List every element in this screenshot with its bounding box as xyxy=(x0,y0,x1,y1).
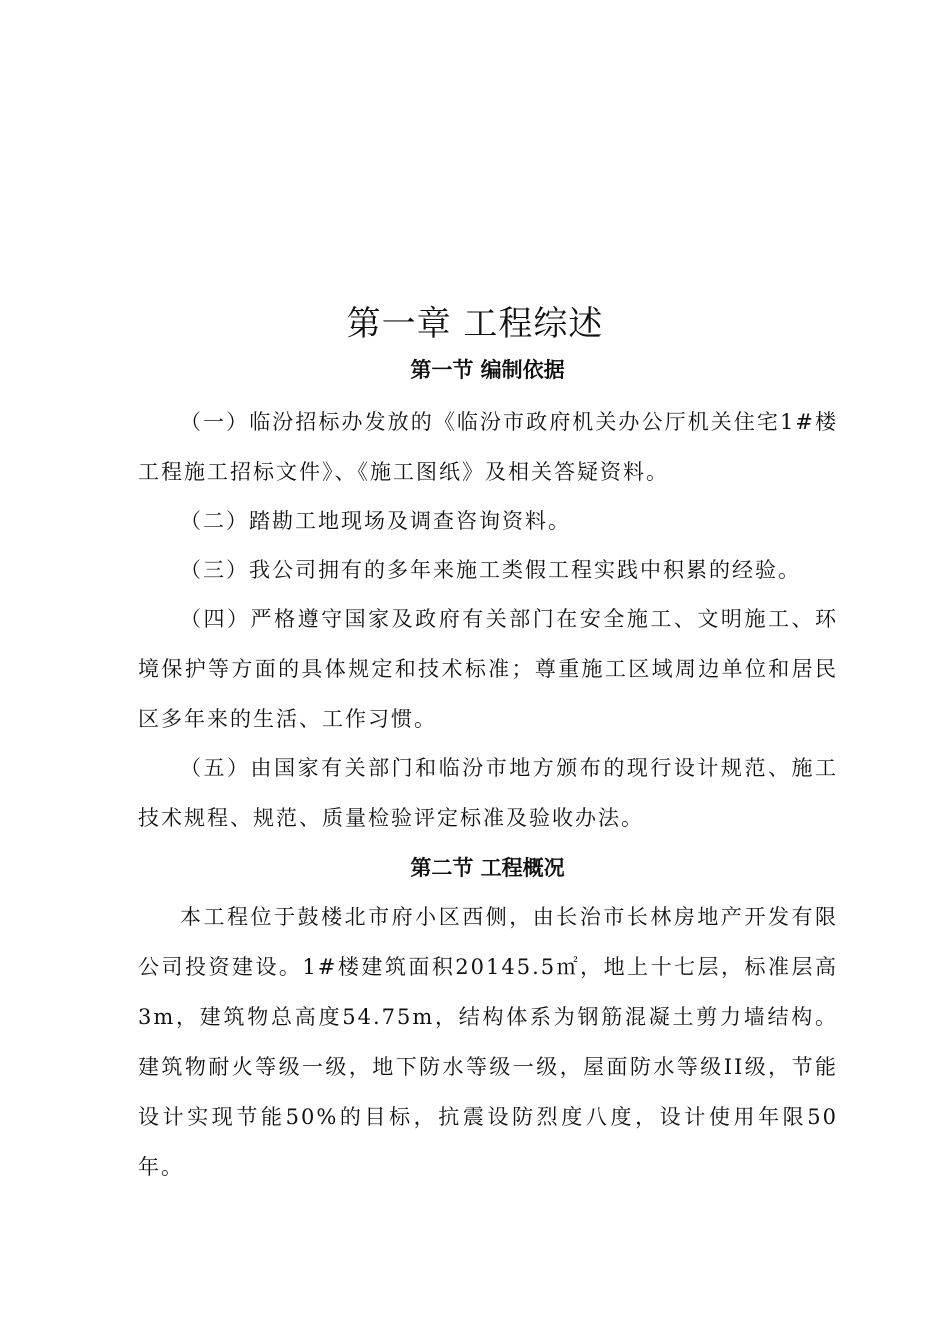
paragraph-overview: 本工程位于鼓楼北市府小区西侧，由长治市长林房地产开发有限公司投资建设。1#楼建筑面积20145.5㎡，地上十七层，标准层高3m，建筑物总高度54.75m，结构体系为钢筋混凝土剪力墙结构。建筑物耐火等级一级，地下防水等级一级，屋面防水等级II级，节能设计实现节能50%的目标，抗震设防烈度八度，设计使用年限50年。 xyxy=(138,905,838,1179)
section-title-overview: 第二节 工程概况 xyxy=(410,856,565,880)
paragraph-basis-5: （五）由国家有关部门和临汾市地方颁布的现行设计规范、施工技术规程、规范、质量检验评定标准及验收办法。 xyxy=(138,756,838,830)
section-title-basis: 第一节 编制依据 xyxy=(410,358,565,382)
paragraph-basis-3: （三）我公司拥有的多年来施工类假工程实践中积累的经验。 xyxy=(180,558,801,582)
chapter-title: 第一章 工程综述 xyxy=(346,304,604,344)
paragraph-basis-2: （二）踏勘工地现场及调查咨询资料。 xyxy=(180,509,571,533)
paragraph-basis-4: （四）严格遵守国家及政府有关部门在安全施工、文明施工、环境保护等方面的具体规定和技术标准；尊重施工区域周边单位和居民区多年来的生活、工作习惯。 xyxy=(138,607,838,731)
paragraph-basis-1: （一）临汾招标办发放的《临汾市政府机关办公厅机关住宅1#楼工程施工招标文件》、《施工图纸》及相关答疑资料。 xyxy=(138,410,838,484)
